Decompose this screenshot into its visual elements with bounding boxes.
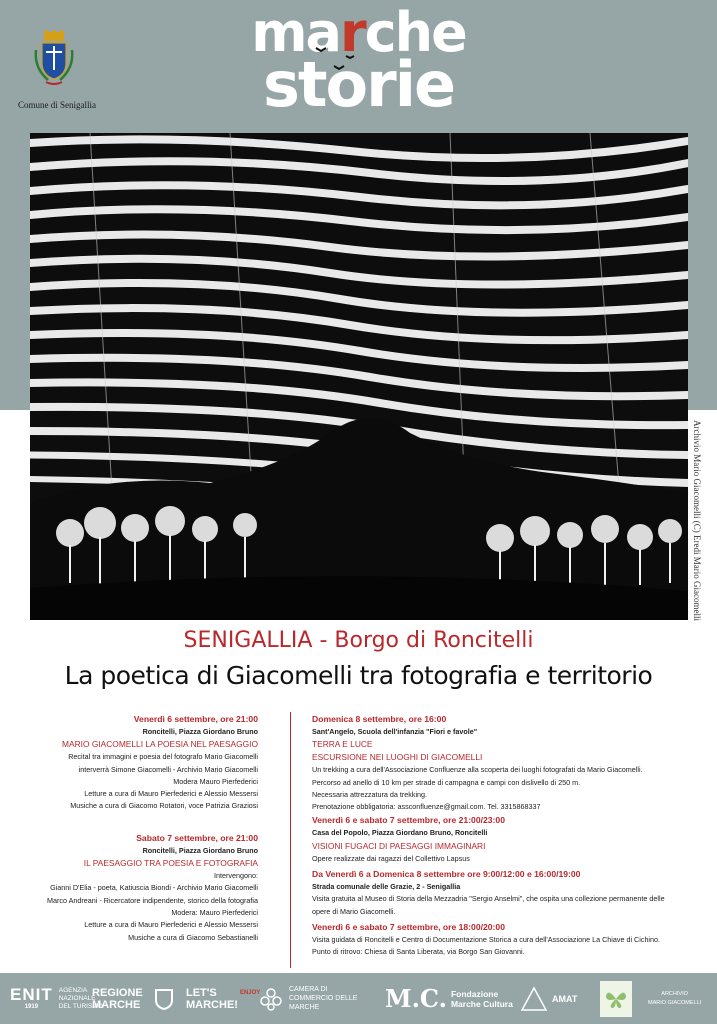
- event-place: Sant'Angelo, Scuola dell'infanzia "Fiori e favole": [312, 727, 478, 736]
- left-program-column: [20, 712, 258, 944]
- event-location-title: SENIGALLIA - Borgo di Roncitelli: [183, 628, 534, 653]
- lets-text: LET'S: [186, 986, 217, 999]
- event-line: Marco Andreani - Ricercatore indipendente, storico della fotografia: [47, 895, 258, 905]
- lets-marche-text: MARCHE!: [186, 998, 238, 1011]
- butterfly-badge: [600, 981, 632, 1017]
- regione-shield-icon: [154, 988, 174, 1010]
- archivio-text-1: ARCHIVIO: [661, 990, 688, 997]
- event-line: Gianni D'Elia - poeta, Katiuscia Biondi - Archivio Mario Giacomelli: [50, 883, 258, 893]
- event-line: Necessaria attrezzatura da trekking.: [312, 789, 428, 799]
- camera-text: CAMERA DI COMMERCIO DELLE MARCHE: [289, 986, 358, 1011]
- event-date: Da Venerdì 6 a Domenica 8 settembre ore 9:00/12:00 e 16:00/19:00: [312, 869, 581, 880]
- event-line: Visita guidata di Roncitelli e Centro di Documentazione Storica a cura dell'Associazione La Chiave di Cichino.: [312, 934, 661, 944]
- event-place: Strada comunale delle Grazie, 2 - Senigallia: [312, 882, 461, 892]
- enit-year: 1919: [24, 1004, 39, 1010]
- enit-mark: ENIT: [10, 985, 53, 1004]
- brand-text-r: r: [340, 1, 365, 64]
- event-line: Modera Mauro Pierfederici: [173, 776, 258, 786]
- landscape-photo: [30, 133, 688, 620]
- butterfly-icon: [604, 988, 628, 1010]
- event-line: Recital tra immagini e poesia del fotografo Mario Giacomelli: [68, 752, 258, 762]
- event-date: Venerdì 6 settembre, ore 21:00: [133, 714, 258, 724]
- event-date: Domenica 8 settembre, ore 16:00: [312, 714, 447, 724]
- event-line: Un trekking a cura dell'Associazione Confluenze alla scoperta dei luoghi fotografati da Mario Giacomelli.: [312, 765, 643, 775]
- spacer: [20, 813, 258, 831]
- regione-text: REGIONE MARCHE: [92, 986, 143, 1011]
- event-line: Percorso ad anello di 10 km per strade di campagna e campi con dislivello di 250 m.: [312, 777, 581, 787]
- marche-cultura-logo: [385, 973, 513, 1024]
- amat-logo: [518, 973, 577, 1024]
- lets-marche-logo: [186, 973, 260, 1024]
- event-line: Letture a cura di Mauro Pierfederici e Alessio Messersi: [84, 789, 258, 799]
- event-date: Venerdì 6 e sabato 7 settembre, ore 18:00/20:00: [312, 921, 505, 932]
- event-title: IL PAESAGGIO TRA POESIA E FOTOGRAFIA: [83, 858, 258, 869]
- sponsor-footer: [0, 973, 717, 1024]
- event-line: Modera: Mauro Pierfederici: [171, 907, 258, 917]
- event-line: Opere realizzate dai ragazzi del Collettivo Lapsus: [312, 853, 470, 863]
- event-title: MARIO GIACOMELLI LA POESIA NEL PAESAGGIO: [62, 739, 258, 750]
- butterfly-logo: [600, 973, 632, 1024]
- birds-icon: [306, 40, 366, 80]
- event-line: Letture a cura di Mauro Pierfederici e Alessio Messersi: [84, 920, 258, 930]
- mc-text-1: Fondazione: [450, 988, 499, 999]
- event-place: Casa del Popolo, Piazza Giordano Bruno, Roncitelli: [312, 828, 488, 838]
- brand-line-2: storie: [262, 48, 454, 121]
- mc-text-2: Marche Cultura: [450, 998, 513, 1009]
- lets-enjoy-text: ENJOY: [239, 989, 261, 996]
- event-date: Sabato 7 settembre, ore 21:00: [136, 832, 258, 843]
- event-line: Intervengono:: [214, 871, 258, 881]
- event-title: VISIONI FUGACI DI PAESAGGI IMMAGINARI: [312, 840, 486, 851]
- camera-commercio-logo: [258, 973, 367, 1024]
- camera-emblem-icon: [258, 986, 284, 1012]
- comune-label: Comune di Senigallia: [18, 100, 96, 110]
- event-line: Musiche a cura di Giacomo Sebastianelli: [128, 932, 258, 942]
- regione-marche-logo: [92, 973, 174, 1024]
- mc-mark: M.C.: [385, 984, 447, 1013]
- column-divider: [290, 712, 291, 968]
- event-place: Roncitelli, Piazza Giordano Bruno: [142, 845, 258, 855]
- amat-emblem-icon: [518, 984, 550, 1014]
- right-program-column: [312, 712, 702, 959]
- event-line: interverrà Simone Giacomelli - Archivio Mario Giacomelli: [78, 764, 258, 774]
- event-subtitle: La poetica di Giacomelli tra fotografia e territorio: [64, 661, 653, 690]
- event-line: Punto di ritrovo: Chiesa di Santa Liberata, via Borgo San Giovanni.: [312, 947, 525, 957]
- event-place: Roncitelli, Piazza Giordano Bruno: [142, 727, 258, 736]
- brand-text-che: che: [364, 1, 466, 64]
- archivio-text-2: MARIO GIACOMELLI: [648, 999, 702, 1006]
- brand-text-ma: ma: [251, 1, 340, 64]
- event-line: Visita gratuita al Museo di Storia della Mezzadria "Sergio Anselmi", che ospita una collezione permanente delle: [312, 894, 665, 904]
- event-title: ESCURSIONE NEI LUOGHI DI GIACOMELLI: [312, 752, 483, 763]
- enit-text: AGENZIA NAZIONALE DEL TURISMO: [58, 986, 103, 1010]
- event-line: Prenotazione obbligatoria: assconfluenze@gmail.com. Tel. 3315868337: [312, 802, 541, 812]
- amat-text: AMAT: [552, 993, 578, 1004]
- photo-credit-text: Archivio Mario Giacomelli (C) Eredi Mario Giacomelli: [692, 420, 702, 621]
- event-date: Venerdì 6 e sabato 7 settembre, ore 21:00/23:00: [312, 815, 505, 826]
- event-line: opere di Mario Giacomelli.: [312, 906, 396, 916]
- archivio-giacomelli-logo: [648, 973, 701, 1024]
- photo-credit: [690, 420, 704, 620]
- event-title: TERRA E LUCE: [312, 739, 373, 750]
- event-line: Musiche a cura di Giacomo Rotatori, voce Patrizia Graziosi: [70, 801, 258, 811]
